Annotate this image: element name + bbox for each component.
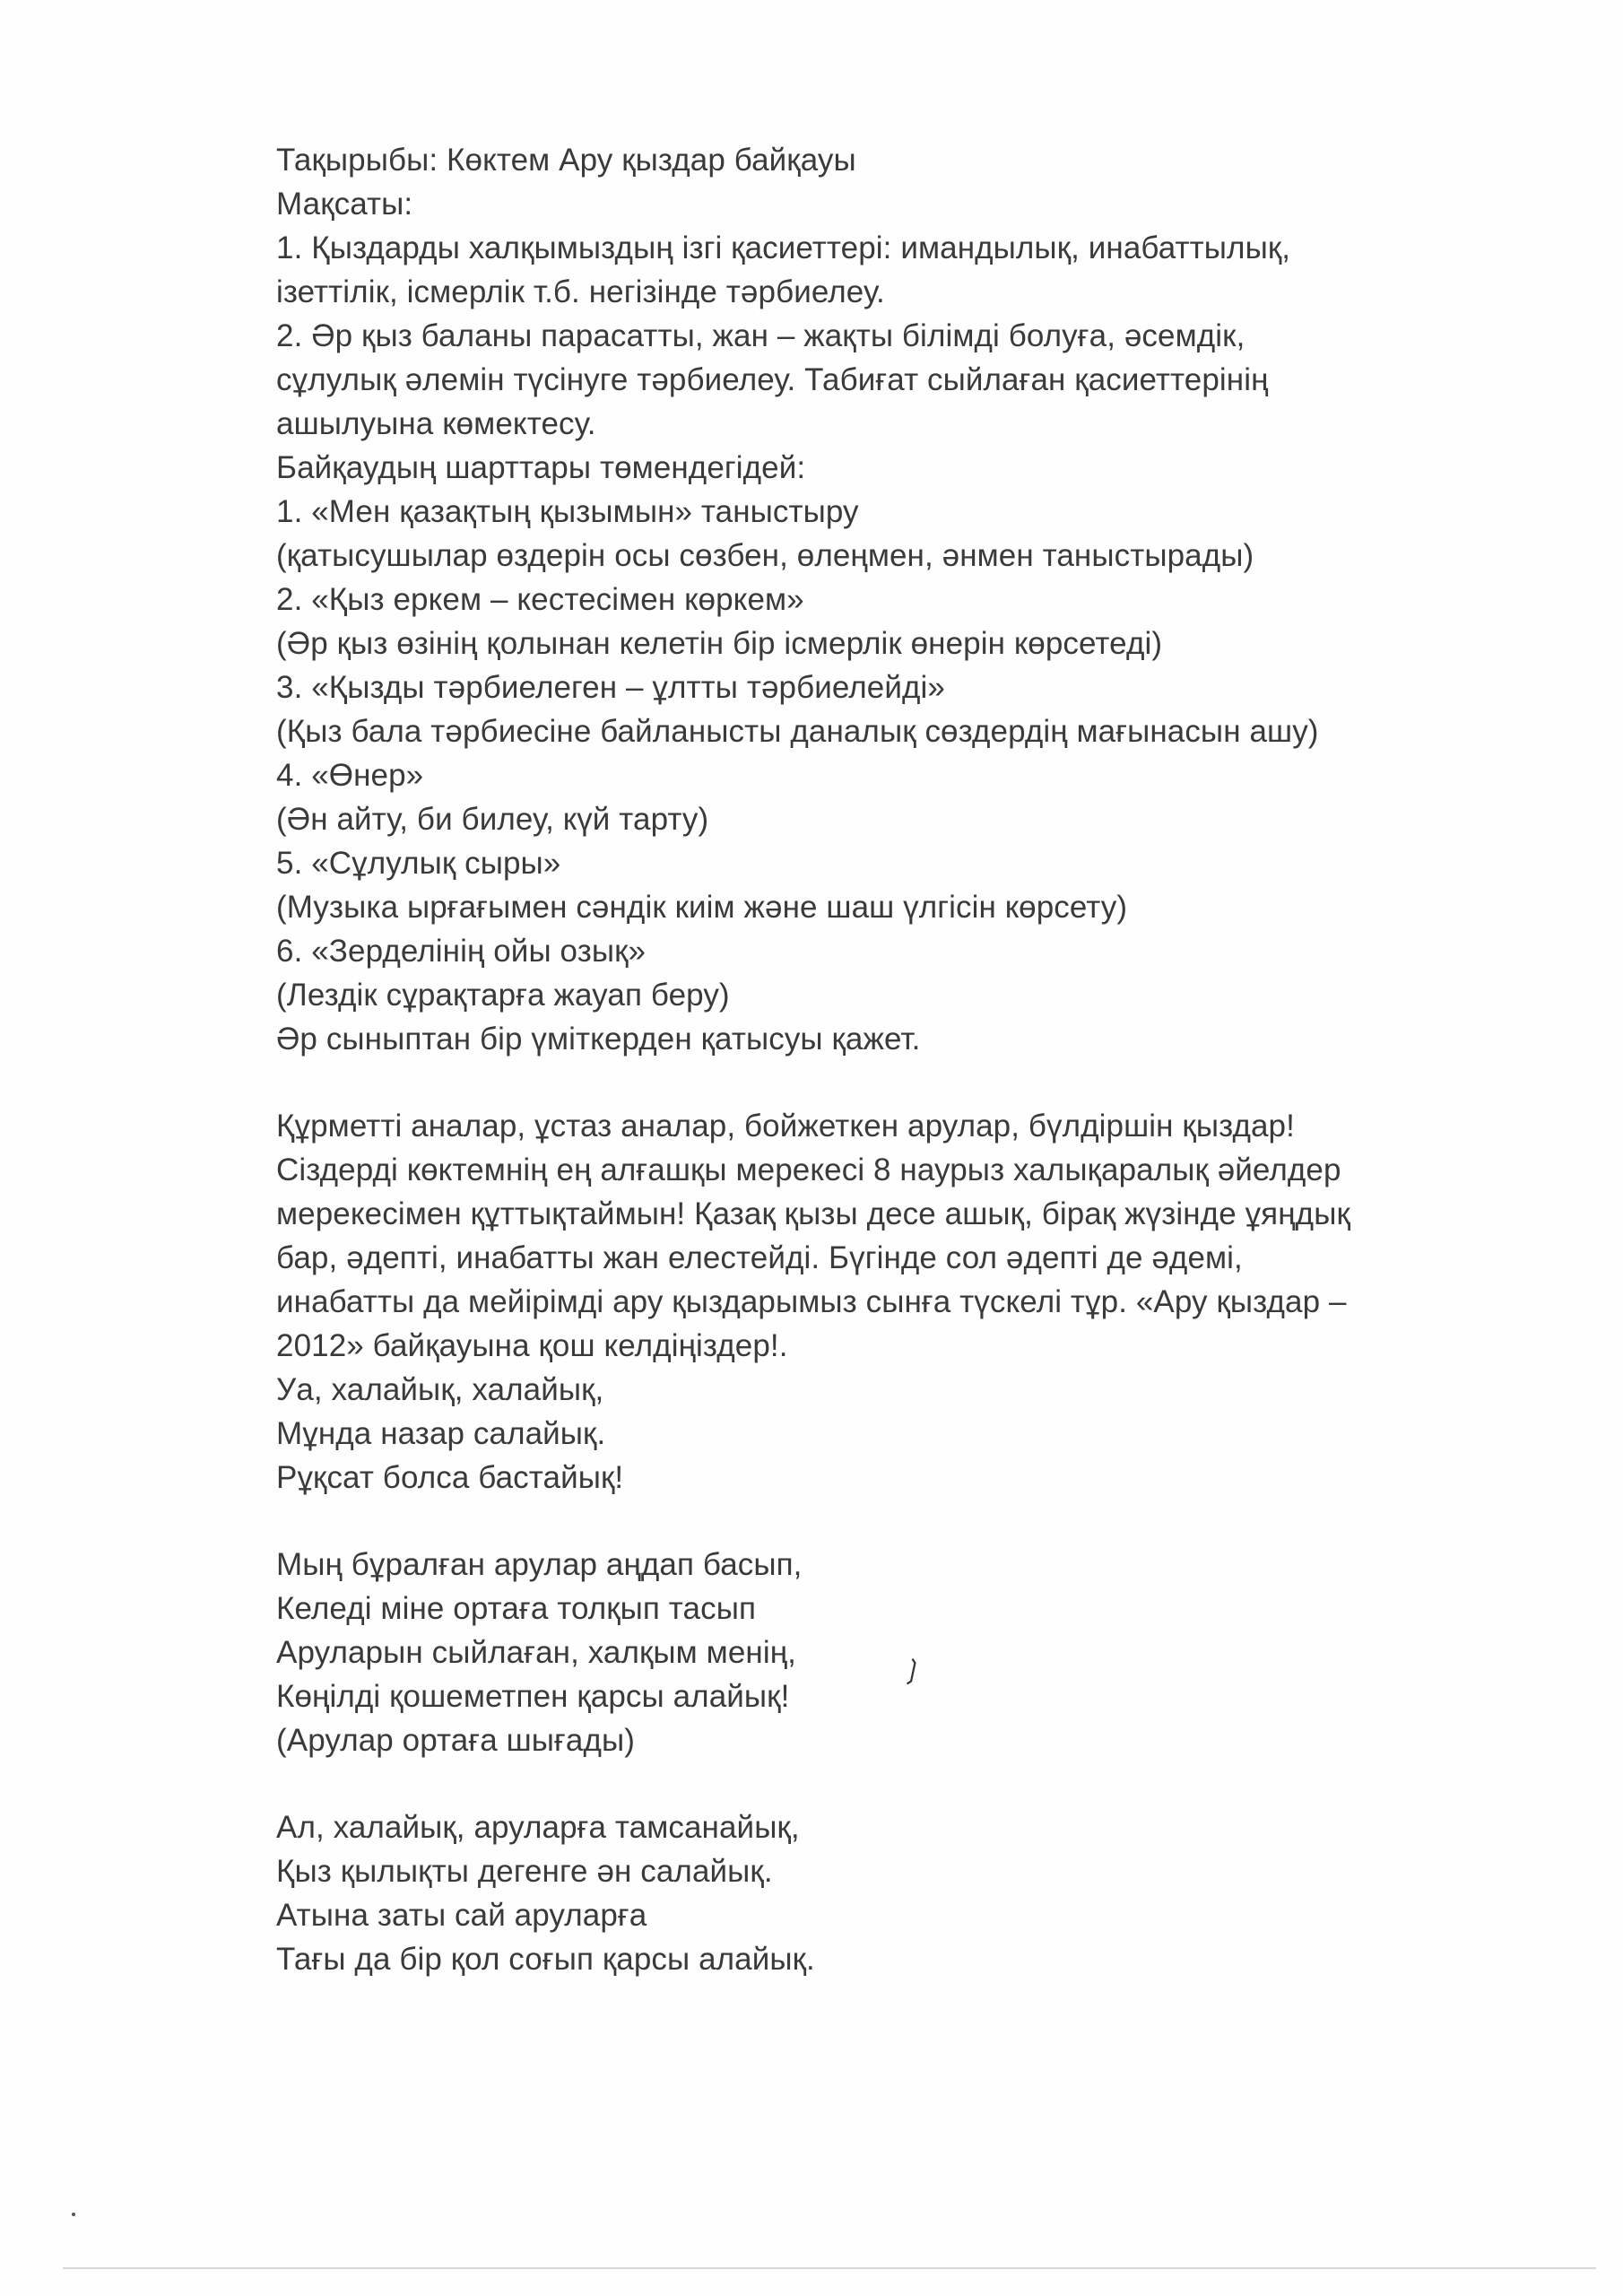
condition-1-note: (қатысушылар өздерін осы сөзбен, өлеңмен, әнмен таныстырады) [276, 538, 1254, 573]
goal-1-line-2: ізеттілік, ісмерлік т.б. негізінде тәрбиелеу. [276, 274, 885, 309]
greeting-line-3: мерекесімен құттықтаймын! Қазақ қызы десе ашық, бірақ жүзінде ұяңдық [276, 1196, 1350, 1231]
verse-2-line-4: Көңілді қошеметпен қарсы алайық! [276, 1679, 790, 1714]
verse-1-line-2: Мұнда назар салайық. [276, 1416, 606, 1451]
scan-speck [72, 2213, 75, 2216]
condition-4-title: 4. «Өнер» [276, 758, 424, 793]
section-topic-and-goals [276, 138, 1549, 1061]
condition-4-note: (Ән айту, би билеу, күй тарту) [276, 802, 709, 837]
goal-2-line-2: сұлулық әлемін түсінуге тәрбиелеу. Табиғат сыйлаған қасиеттерінің [276, 362, 1269, 397]
goals-heading: Мақсаты: [276, 187, 413, 222]
goal-1-line-1: 1. Қыздарды халқымыздың ізгі қасиеттері: имандылық, инабаттылық, [276, 230, 1291, 265]
verse-2-line-2: Келеді міне ортаға толқып тасып [276, 1591, 757, 1626]
paragraph-gap [276, 1500, 1549, 1543]
section-greeting [276, 1104, 1549, 1500]
verse-3-line-3: Атына заты сай аруларға [276, 1898, 647, 1933]
verse-1-line-1: Уа, халайық, халайық, [276, 1372, 604, 1407]
condition-5-title: 5. «Сұлулық сыры» [276, 846, 561, 881]
section-verse-3 [276, 1805, 1549, 1981]
condition-1-title: 1. «Мен қазақтың қызымын» таныстыру [276, 494, 859, 529]
pen-stroke-mark: ❳ [898, 1652, 927, 1689]
document-body [276, 138, 1549, 1981]
condition-2-title: 2. «Қыз еркем – кестесімен көркем» [276, 582, 804, 617]
topic-line: Тақырыбы: Көктем Ару қыздар байқауы [276, 143, 856, 178]
verse-2-line-3: Аруларын сыйлаған, халқым менің, [276, 1635, 796, 1670]
verse-3-line-1: Ал, халайық, аруларға тамсанайық, [276, 1810, 800, 1845]
greeting-line-2: Сіздерді көктемнің ең алғашқы мерекесі 8 наурыз халықаралық әйелдер [276, 1152, 1341, 1187]
paragraph-gap [276, 1061, 1549, 1104]
condition-3-title: 3. «Қызды тәрбиелеген – ұлтты тәрбиелейді» [276, 670, 945, 705]
greeting-line-4: бар, әдепті, инабатты жан елестейді. Бүгінде сол әдепті де әдемі, [276, 1240, 1243, 1275]
condition-2-note: (Әр қыз өзінің қолынан келетін бір ісмерлік өнерін көрсетеді) [276, 626, 1163, 661]
goal-2-line-1: 2. Әр қыз баланы парасатты, жан – жақты білімді болуға, әсемдік, [276, 318, 1245, 353]
condition-6-title: 6. «Зерделінің ойы озық» [276, 934, 647, 969]
verse-2-line-1: Мың бұралған арулар аңдап басып, [276, 1547, 803, 1582]
condition-5-note: (Музыка ырғағымен сәндік киім және шаш үлгісін көрсету) [276, 890, 1128, 925]
condition-6-note: (Лездік сұрақтарға жауап беру) [276, 978, 730, 1013]
paragraph-gap [276, 1762, 1549, 1805]
verse-1-line-3: Рұқсат болса бастайық! [276, 1460, 624, 1495]
goal-2-line-3: ашылуына көмектесу. [276, 406, 596, 441]
verse-3-line-4: Тағы да бір қол соғып қарсы алайық. [276, 1942, 815, 1977]
section-verse-2 [276, 1543, 1549, 1762]
stage-direction: (Арулар ортаға шығады) [276, 1723, 636, 1758]
page-bottom-edge [63, 2267, 1596, 2269]
greeting-line-1: Құрметті аналар, ұстаз аналар, бойжеткен арулар, бүлдіршін қыздар! [276, 1109, 1295, 1144]
greeting-line-6: 2012» байқауына қош келдіңіздер!. [276, 1328, 788, 1363]
condition-3-note: (Қыз бала тәрбиесіне байланысты даналық сөздердің мағынасын ашу) [276, 714, 1319, 749]
conditions-heading: Байқаудың шарттары төмендегідей: [276, 450, 806, 485]
verse-3-line-2: Қыз қылықты дегенге ән салайық. [276, 1854, 773, 1889]
greeting-line-5: инабатты да мейірімді ару қыздарымыз сынға түскелі тұр. «Ару қыздар – [276, 1284, 1347, 1319]
participation-note: Әр сыныптан бір үміткерден қатысуы қажет. [276, 1022, 921, 1057]
